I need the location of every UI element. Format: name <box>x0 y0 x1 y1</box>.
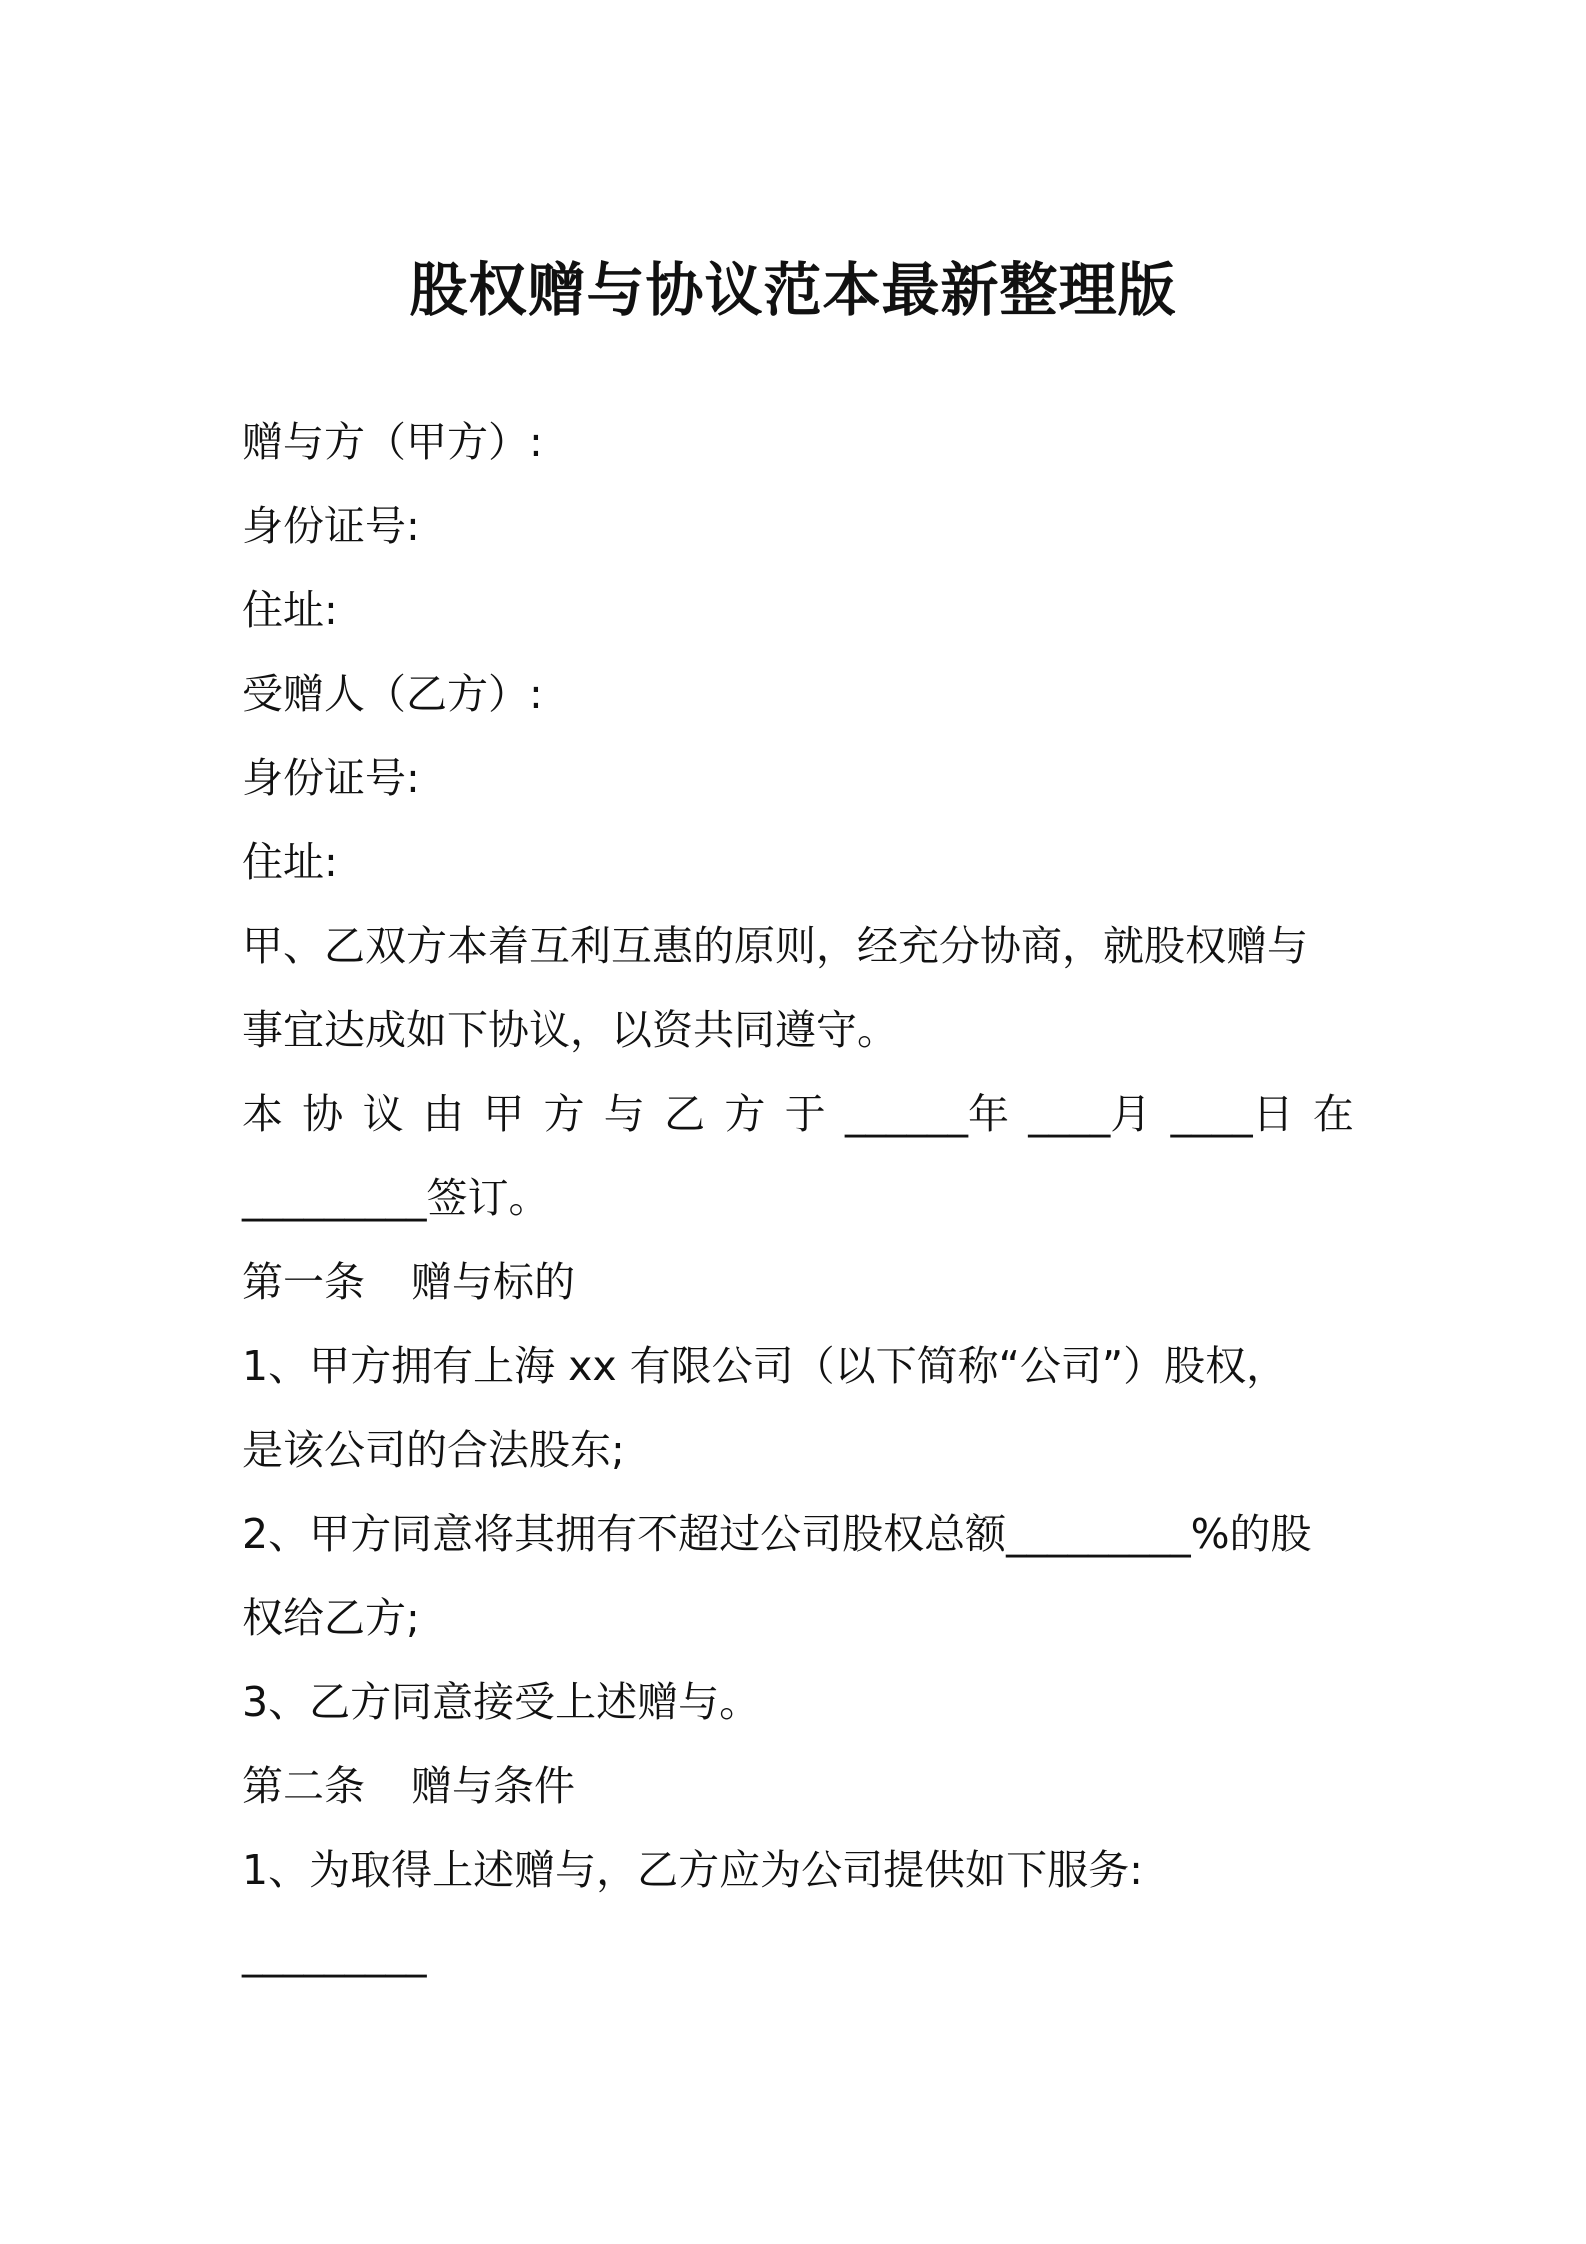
article-2-item-1: 1、为取得上述赠与，乙方应为公司提供如下服务: <box>242 1846 1143 1894</box>
signing-token: 方 <box>543 1090 585 1138</box>
signing-token: 与 <box>603 1090 645 1138</box>
recipient-address-field: 住址: <box>242 838 338 886</box>
recipient-field: 受赠人（乙方）: <box>242 670 543 718</box>
preamble-line-1: 甲、乙双方本着互利互惠的原则，经充分协商，就股权赠与 <box>242 922 1308 970</box>
article-1-item-1-line-1: 1、甲方拥有上海 xx 有限公司（以下简称“公司”）股权， <box>242 1342 1288 1390</box>
signing-year-blank: ______年 <box>844 1090 1009 1138</box>
blank-line: _________ <box>242 1930 427 1978</box>
donor-field: 赠与方（甲方）: <box>242 418 543 466</box>
donor-address-field: 住址: <box>242 586 338 634</box>
article-2-number: 第二条 <box>242 1762 365 1810</box>
signing-token: 由 <box>422 1090 464 1138</box>
signing-token: 在 <box>1312 1090 1354 1138</box>
recipient-id-field: 身份证号: <box>242 754 420 802</box>
document-title: 股权赠与协议范本最新整理版 <box>409 256 1177 324</box>
signing-token: 本 <box>242 1090 283 1138</box>
signing-line-1 <box>242 1072 1354 1156</box>
preamble-line-2: 事宜达成如下协议，以资共同遵守。 <box>242 1006 898 1054</box>
article-1-title: 赠与标的 <box>411 1258 575 1306</box>
signing-month-blank: ____月 <box>1028 1090 1152 1138</box>
document-body <box>242 400 1354 1996</box>
signing-token: 协 <box>302 1090 344 1138</box>
signing-line-2: _________签订。 <box>242 1174 550 1222</box>
signing-token: 甲 <box>483 1090 525 1138</box>
article-2-heading <box>242 1744 1354 1828</box>
article-1-item-2-line-2: 权给乙方; <box>242 1594 420 1642</box>
article-1-item-3: 3、乙方同意接受上述赠与。 <box>242 1678 761 1726</box>
article-1-number: 第一条 <box>242 1258 365 1306</box>
signing-token: 议 <box>362 1090 404 1138</box>
signing-token: 乙 <box>664 1090 706 1138</box>
article-1-item-1-line-2: 是该公司的合法股东; <box>242 1426 625 1474</box>
signing-day-blank: ____日 <box>1170 1090 1294 1138</box>
signing-token: 方 <box>724 1090 766 1138</box>
article-1-item-2-line-1: 2、甲方同意将其拥有不超过公司股权总额_________%的股 <box>242 1510 1312 1558</box>
article-1-heading <box>242 1240 1354 1324</box>
donor-id-field: 身份证号: <box>242 502 420 550</box>
signing-token: 于 <box>784 1090 826 1138</box>
article-2-title: 赠与条件 <box>411 1762 575 1810</box>
